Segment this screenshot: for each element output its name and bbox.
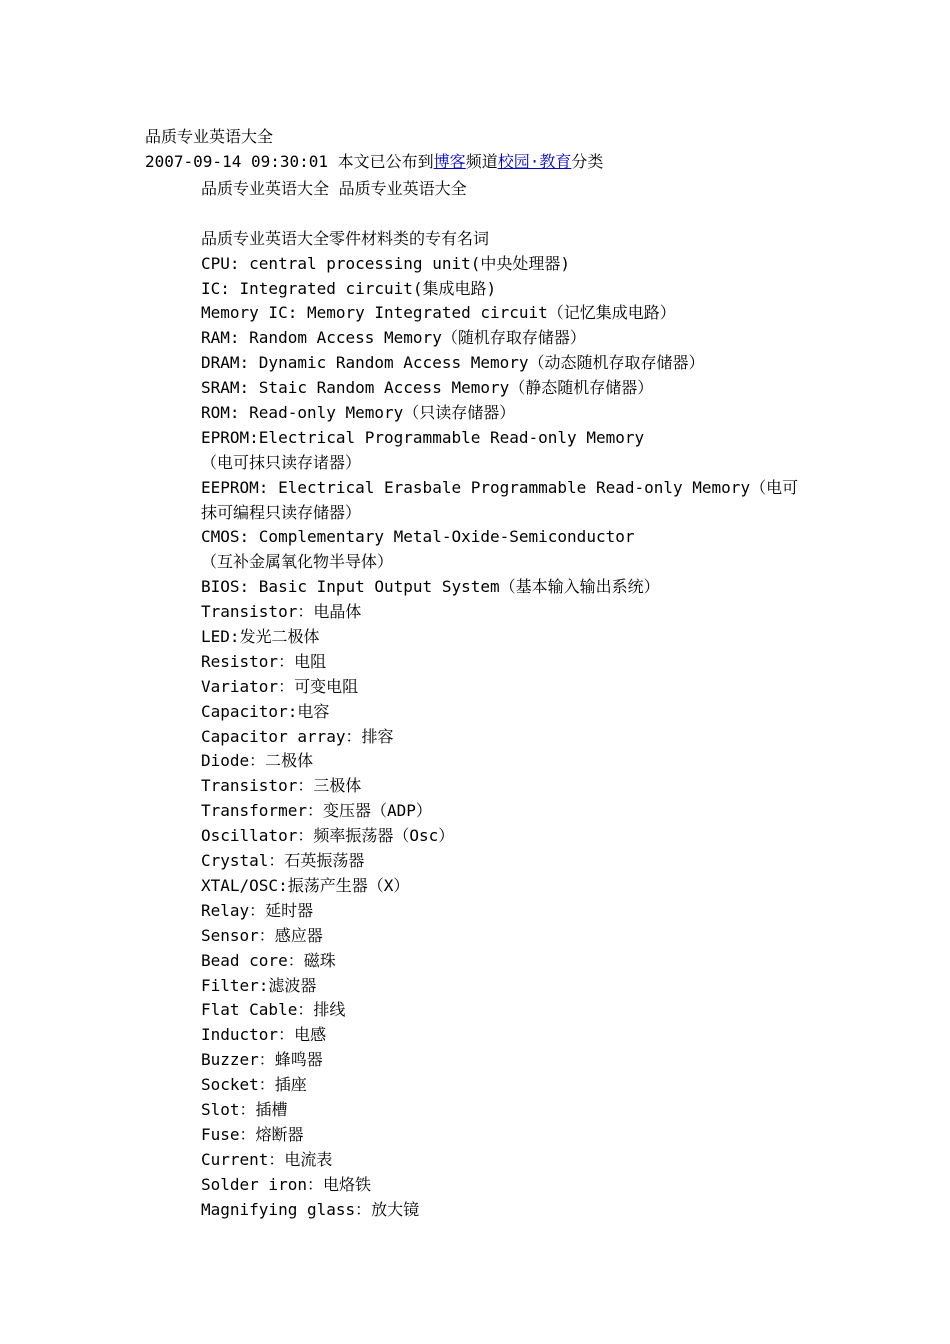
glossary-line: SRAM: Staic Random Access Memory（静态随机存储器） — [201, 378, 654, 398]
glossary-line: CMOS: Complementary Metal-Oxide-Semiconductor — [201, 527, 635, 547]
subtitle: 品质专业英语大全 品质专业英语大全 — [201, 179, 467, 198]
category-link[interactable]: 校园·教育 — [497, 152, 572, 171]
glossary-line: Socket：插座 — [201, 1075, 307, 1095]
published-text: 本文已公布到 — [328, 152, 434, 171]
glossary-line: Memory IC: Memory Integrated circuit（记忆集成电路） — [201, 303, 676, 323]
glossary-line: Capacitor array：排容 — [201, 726, 394, 746]
glossary-line: Flat Cable：排线 — [201, 1000, 346, 1020]
publish-datetime: 2007-09-14 09:30:01 — [145, 152, 329, 171]
glossary-line: Inductor：电感 — [201, 1025, 327, 1045]
glossary-line: Crystal：石英振荡器 — [201, 851, 365, 871]
glossary-line: Filter:滤波器 — [201, 975, 317, 995]
glossary-line: Relay：延时器 — [201, 900, 314, 920]
glossary-line: Magnifying glass：放大镜 — [201, 1199, 420, 1219]
glossary-line: EEPROM: Electrical Erasbale Programmable Read-only Memory（电可 — [201, 477, 799, 497]
glossary-line: Buzzer：蜂鸣器 — [201, 1050, 323, 1070]
glossary-line: Capacitor:电容 — [201, 701, 330, 721]
article-body — [201, 177, 811, 1222]
section-heading: 品质专业英语大全零件材料类的专有名词 — [201, 228, 490, 248]
glossary-line: LED:发光二极体 — [201, 627, 320, 647]
glossary-line: Transformer：变压器（ADP） — [201, 801, 432, 821]
channel-text: 频道 — [465, 152, 498, 171]
glossary-line: CPU: central processing unit(中央处理器) — [201, 253, 570, 273]
document-title: 品质专业英语大全 — [145, 127, 274, 146]
glossary-line: Bead core：磁珠 — [201, 950, 336, 970]
glossary-line: BIOS: Basic Input Output System（基本输入输出系统） — [201, 577, 660, 597]
glossary-line: Resistor：电阻 — [201, 651, 327, 671]
blank-line — [201, 202, 811, 227]
glossary-line: Fuse：熔断器 — [201, 1124, 304, 1144]
glossary-line: EPROM:Electrical Programmable Read-only Memory — [201, 427, 645, 447]
blog-link[interactable]: 博客 — [433, 152, 466, 171]
glossary-line: Transistor：电晶体 — [201, 602, 362, 622]
glossary-line: Current：电流表 — [201, 1149, 333, 1169]
glossary-line: IC: Integrated circuit(集成电路) — [201, 278, 497, 298]
glossary-line: Solder iron：电烙铁 — [201, 1174, 371, 1194]
glossary-line: （互补金属氧化物半导体） — [201, 552, 394, 572]
glossary-line: Diode：二极体 — [201, 751, 314, 771]
glossary-line: DRAM: Dynamic Random Access Memory（动态随机存取存储器） — [201, 353, 705, 373]
glossary-line: （电可抹只读存诸器） — [201, 452, 362, 472]
glossary-line: ROM: Read-only Memory（只读存储器） — [201, 403, 516, 423]
glossary-line: Transistor：三极体 — [201, 776, 362, 796]
glossary-line: Variator：可变电阻 — [201, 676, 359, 696]
glossary-line: XTAL/OSC:振荡产生器（X） — [201, 875, 410, 895]
glossary-line: Slot：插槽 — [201, 1099, 288, 1119]
glossary-line: Oscillator：频率振荡器（Osc） — [201, 826, 455, 846]
glossary-line: RAM: Random Access Memory（随机存取存储器） — [201, 328, 586, 348]
publish-meta — [145, 152, 603, 172]
glossary-line: Sensor：感应器 — [201, 925, 323, 945]
category-suffix: 分类 — [571, 152, 604, 171]
glossary-line: 抹可编程只读存储器） — [201, 502, 362, 522]
